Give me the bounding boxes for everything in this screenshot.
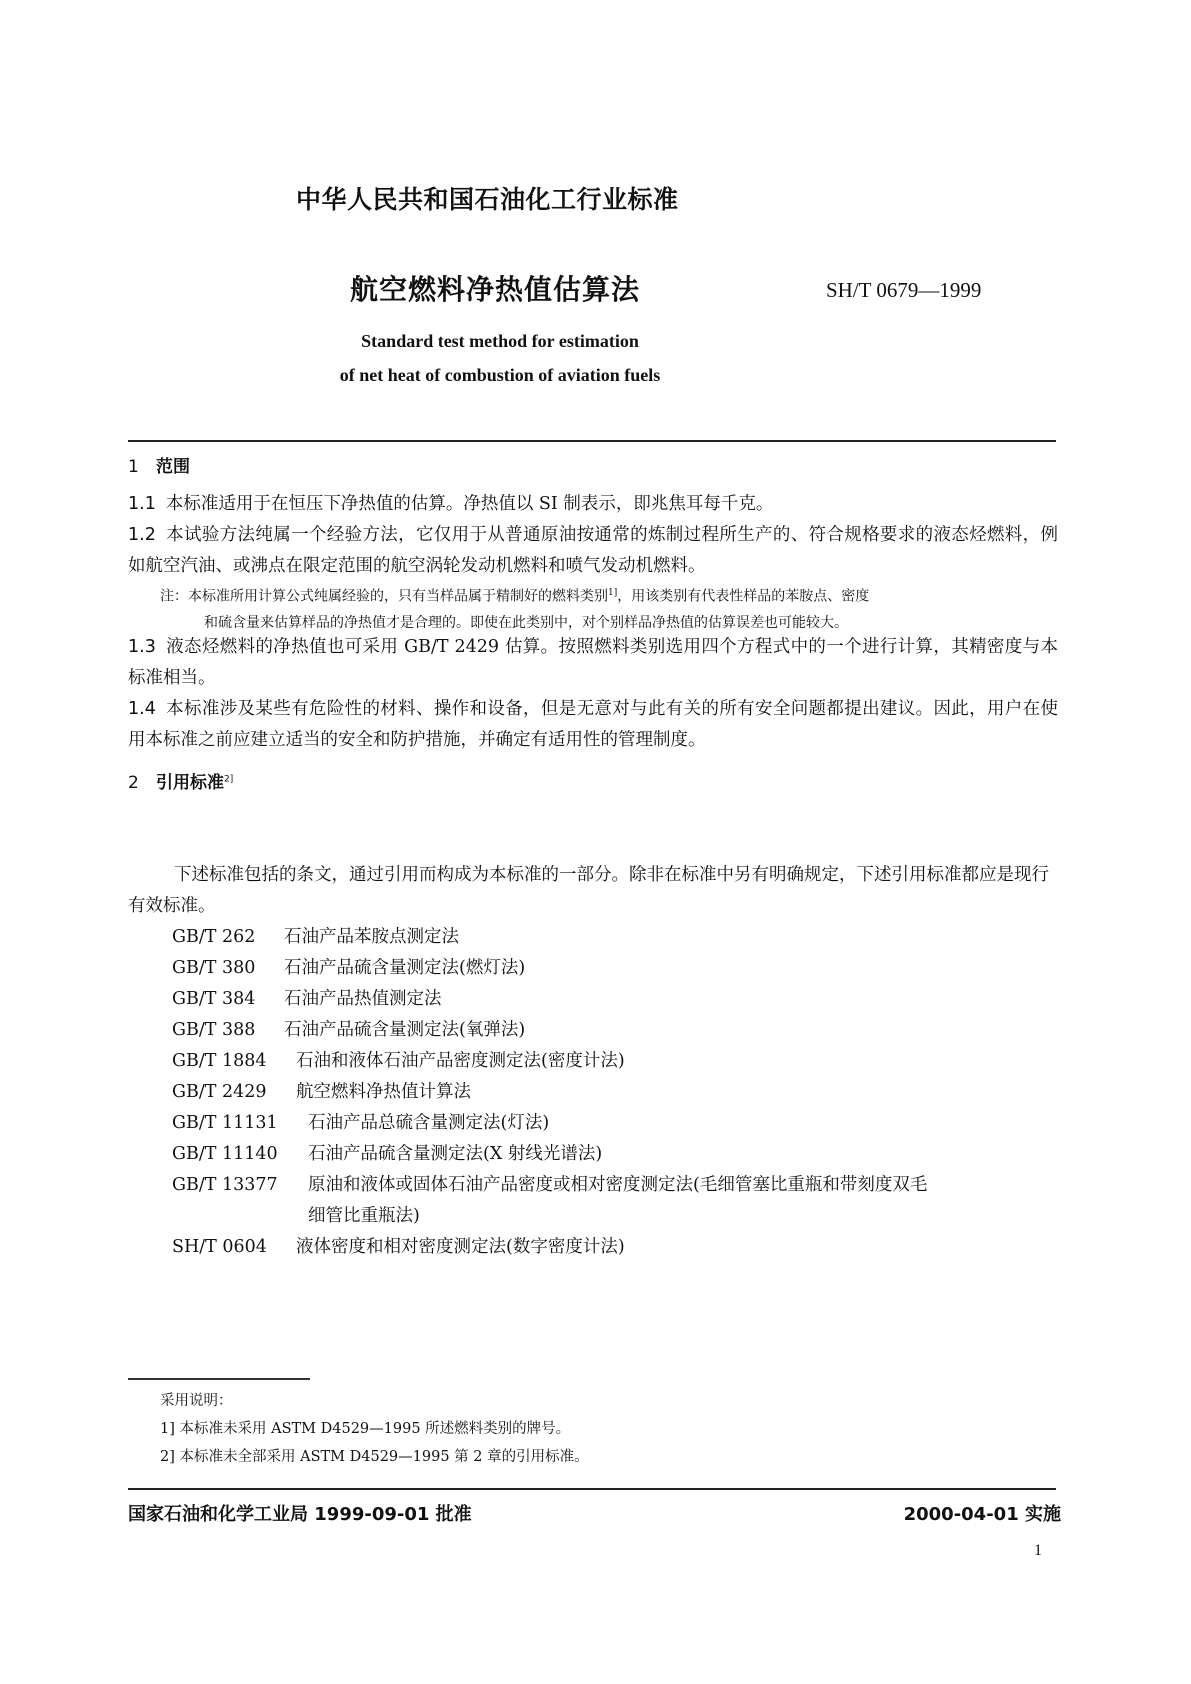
reference-title: 液体密度和相对密度测定法(数字密度计法) [296, 1237, 625, 1257]
page-number: 1 [1034, 1542, 1042, 1559]
reference-title: 原油和液体或固体石油产品密度或相对密度测定法(毛细管塞比重瓶和带刻度双毛 [308, 1175, 928, 1195]
clause-1-2 [128, 520, 1058, 582]
reference-code: GB/T 11131 [172, 1113, 278, 1133]
section-2-title: 引用标准 [156, 773, 224, 793]
note-text-b: ，用该类别有代表性样品的苯胺点、密度 [617, 588, 870, 605]
clause-1-1 [128, 489, 1058, 520]
clause-1-3 [128, 632, 1058, 694]
reference-item [172, 1108, 549, 1139]
reference-title: 航空燃料净热值计算法 [296, 1082, 471, 1102]
reference-item [172, 1139, 602, 1170]
note-text-a: 注：本标准所用计算公式纯属经验的，只有当样品属于精制好的燃料类别 [160, 588, 608, 605]
reference-title: 石油产品硫含量测定法(燃灯法) [284, 958, 526, 978]
clause-1-1-number: 1.1 [128, 494, 156, 514]
footnote-2: 2] 本标准未全部采用 ASTM D4529—1995 第 2 章的引用标准。 [160, 1449, 589, 1465]
reference-code: SH/T 0604 [172, 1237, 267, 1257]
note-footnote-ref: 1] [608, 588, 618, 598]
standard-code: SH/T 0679—1999 [826, 278, 982, 302]
reference-title: 石油和液体石油产品密度测定法(密度计法) [296, 1051, 625, 1071]
clause-1-4-number: 1.4 [128, 699, 156, 719]
title-en-line-2: of net heat of combustion of aviation fuels [339, 365, 661, 385]
header-divider [128, 440, 1056, 442]
reference-code: GB/T 2429 [172, 1082, 267, 1102]
section-2-footnote-ref: 2] [224, 774, 234, 785]
reference-item [172, 922, 459, 953]
reference-code: GB/T 262 [172, 927, 256, 947]
reference-item [172, 1046, 625, 1077]
clause-1-3-number: 1.3 [128, 637, 156, 657]
clause-1-3-text: 液态烃燃料的净热值也可采用 GB/T 2429 估算。按照燃料类别选用四个方程式中的一个进行计算，其精密度与本标准相当。 [128, 637, 1058, 688]
footer-divider [128, 1488, 1056, 1490]
reference-title: 石油产品苯胺点测定法 [284, 927, 459, 947]
reference-title: 石油产品热值测定法 [284, 989, 442, 1009]
clause-1-2-note [160, 580, 1058, 636]
reference-code: GB/T 11140 [172, 1144, 278, 1164]
document-title-en [200, 324, 800, 392]
reference-title: 石油产品硫含量测定法(X 射线光谱法) [308, 1144, 603, 1164]
document-title-zh: 航空燃料净热值估算法 [350, 273, 641, 306]
section-1-title: 范围 [156, 457, 190, 477]
reference-title-line-2: 细管比重瓶法) [308, 1206, 420, 1226]
section-1-number: 1 [128, 457, 139, 477]
reference-item [172, 1232, 625, 1263]
reference-title: 石油产品总硫含量测定法(灯法) [308, 1113, 550, 1133]
clause-1-2-text: 本试验方法纯属一个经验方法，它仅用于从普通原油按通常的炼制过程所生产的、符合规格要求的液态烃燃料，例如航空汽油、或沸点在限定范围的航空涡轮发动机燃料和喷气发动机燃料。 [128, 525, 1058, 576]
section-1-heading [128, 452, 190, 477]
reference-code: GB/T 388 [172, 1020, 256, 1040]
clause-1-4-text: 本标准涉及某些有危险性的材料、操作和设备，但是无意对与此有关的所有安全问题都提出建议。因此，用户在使用本标准之前应建立适当的安全和防护措施，并确定有适用性的管理制度。 [128, 699, 1058, 750]
reference-item [172, 984, 442, 1015]
implementation-date: 2000-04-01 实施 [903, 1504, 1061, 1525]
reference-title: 石油产品硫含量测定法(氧弹法) [284, 1020, 526, 1040]
issuing-agency: 中华人民共和国石油化工行业标准 [296, 185, 679, 214]
reference-item [172, 1015, 525, 1046]
reference-title-continuation [308, 1201, 420, 1232]
footnotes-heading: 采用说明： [160, 1393, 233, 1409]
references-intro: 下述标准包括的条文，通过引用而构成为本标准的一部分。除非在标准中另有明确规定，下述引用标准都应是现行有效标准。 [128, 865, 1049, 916]
reference-code: GB/T 1884 [172, 1051, 267, 1071]
footnote-1: 1] 本标准未采用 ASTM D4529—1995 所述燃料类别的牌号。 [160, 1421, 571, 1437]
reference-item [172, 1077, 471, 1108]
reference-item [172, 953, 525, 984]
clause-1-2-number: 1.2 [128, 525, 156, 545]
footnote-divider [128, 1378, 310, 1380]
section-2-number: 2 [128, 773, 139, 793]
reference-code: GB/T 384 [172, 989, 256, 1009]
note-text-c: 和硫含量来估算样品的净热值才是合理的。即使在此类别中，对个别样品净热值的估算误差也可能较大。 [204, 614, 848, 631]
section-2-heading [128, 768, 233, 793]
clause-1-1-text: 本标准适用于在恒压下净热值的估算。净热值以 SI 制表示，即兆焦耳每千克。 [165, 494, 774, 514]
title-en-line-1: Standard test method for estimation [361, 331, 639, 351]
reference-code: GB/T 13377 [172, 1175, 278, 1195]
clause-1-4 [128, 694, 1058, 756]
reference-item [172, 1170, 927, 1201]
approval-statement: 国家石油和化学工业局 1999-09-01 批准 [128, 1504, 472, 1525]
reference-code: GB/T 380 [172, 958, 256, 978]
